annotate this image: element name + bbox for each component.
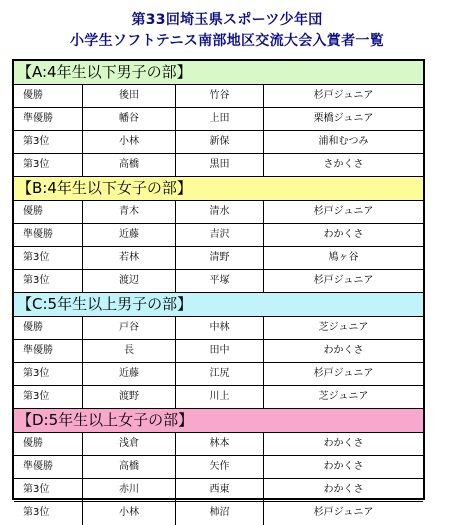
rank-cell: 優勝 — [14, 317, 83, 339]
table-row — [14, 363, 423, 386]
rank-cell: 優勝 — [14, 433, 83, 455]
table-row — [14, 270, 423, 293]
team-cell: 芝ジュニア — [318, 391, 369, 402]
team-cell: 杉戸ジュニア — [313, 507, 374, 518]
rank-cell: 第3位 — [14, 502, 83, 525]
table-row — [14, 456, 423, 479]
player1-cell: 小林 — [83, 502, 176, 525]
table-row — [14, 433, 423, 456]
team-cell: さかくさ — [323, 159, 364, 170]
team-cell: わかくさ — [323, 345, 364, 356]
rank-cell: 第3位 — [14, 363, 83, 385]
section-heading-d: 【D:5年生以上女子の部】 — [14, 409, 423, 433]
rank-cell: 優勝 — [14, 201, 83, 223]
player2-cell: 平塚 — [176, 270, 264, 292]
team-cell: 鳩ヶ谷 — [328, 252, 359, 263]
player2-cell: 柿沼 — [176, 502, 264, 525]
player2-cell: 矢作 — [176, 456, 264, 478]
team-cell: わかくさ — [323, 461, 364, 472]
section-c — [14, 293, 423, 409]
player1-cell: 赤川 — [83, 479, 176, 501]
team-cell: わかくさ — [323, 484, 364, 495]
rank-cell: 準優勝 — [14, 340, 83, 362]
player2-cell: 川上 — [176, 386, 264, 408]
team-cell: 浦和むつみ — [318, 136, 369, 147]
rank-cell: 準優勝 — [14, 456, 83, 478]
team-cell: わかくさ — [323, 229, 364, 240]
player1-cell: 後田 — [83, 85, 176, 107]
page-title-line1: 第33回埼玉県スポーツ少年団 — [131, 12, 323, 28]
table-row — [14, 340, 423, 363]
player1-cell: 近藤 — [83, 363, 176, 385]
table-row — [14, 386, 423, 409]
table-row — [14, 131, 423, 154]
team-cell: 杉戸ジュニア — [313, 206, 374, 217]
player1-cell: 高橋 — [83, 154, 176, 176]
rank-cell: 第3位 — [14, 270, 83, 292]
player1-cell: 幡谷 — [83, 108, 176, 130]
player1-cell: 浅倉 — [83, 433, 176, 455]
player2-cell: 西東 — [176, 479, 264, 501]
rank-cell: 優勝 — [14, 85, 83, 107]
results-table — [12, 59, 425, 518]
team-cell: わかくさ — [323, 438, 364, 449]
player2-cell: 清水 — [176, 201, 264, 223]
section-b — [14, 177, 423, 293]
team-cell: 杉戸ジュニア — [313, 368, 374, 379]
page-title-line2: 小学生ソフトテニス南部地区交流大会入賞者一覧 — [69, 33, 385, 49]
rank-cell: 第3位 — [14, 131, 83, 153]
player2-cell: 吉沢 — [176, 224, 264, 246]
team-cell: 栗橋ジュニア — [313, 113, 374, 124]
player1-cell: 戸谷 — [83, 317, 176, 339]
table-row — [14, 317, 423, 340]
table-row — [14, 201, 423, 224]
player2-cell: 黒田 — [176, 154, 264, 176]
section-heading-a: 【A:4年生以下男子の部】 — [14, 61, 423, 85]
section-heading-b: 【B:4年生以下女子の部】 — [14, 177, 423, 201]
player1-cell: 青木 — [83, 201, 176, 223]
player2-cell: 清野 — [176, 247, 264, 269]
table-row — [14, 479, 423, 502]
player1-cell: 小林 — [83, 131, 176, 153]
player2-cell: 新保 — [176, 131, 264, 153]
player2-cell: 田中 — [176, 340, 264, 362]
rank-cell: 第3位 — [14, 386, 83, 408]
table-row — [14, 85, 423, 108]
section-a — [14, 61, 423, 177]
rank-cell: 第3位 — [14, 479, 83, 501]
rank-cell: 準優勝 — [14, 108, 83, 130]
player1-cell: 渡辺 — [83, 270, 176, 292]
player2-cell: 竹谷 — [176, 85, 264, 107]
player1-cell: 長 — [83, 340, 176, 362]
player1-cell: 高橋 — [83, 456, 176, 478]
table-row — [14, 154, 423, 177]
section-d — [14, 409, 423, 525]
section-heading-c: 【C:5年生以上男子の部】 — [14, 293, 423, 317]
player1-cell: 近藤 — [83, 224, 176, 246]
team-cell: 杉戸ジュニア — [313, 90, 374, 101]
player1-cell: 渡野 — [83, 386, 176, 408]
player1-cell: 若林 — [83, 247, 176, 269]
table-row — [14, 224, 423, 247]
player2-cell: 江尻 — [176, 363, 264, 385]
table-row — [14, 108, 423, 131]
rank-cell: 第3位 — [14, 154, 83, 176]
team-cell: 杉戸ジュニア — [313, 275, 374, 286]
player2-cell: 上田 — [176, 108, 264, 130]
rank-cell: 第3位 — [14, 247, 83, 269]
team-cell: 芝ジュニア — [318, 322, 369, 333]
table-row — [14, 247, 423, 270]
table-row — [14, 502, 423, 525]
player2-cell: 中林 — [176, 317, 264, 339]
rank-cell: 準優勝 — [14, 224, 83, 246]
player2-cell: 林本 — [176, 433, 264, 455]
